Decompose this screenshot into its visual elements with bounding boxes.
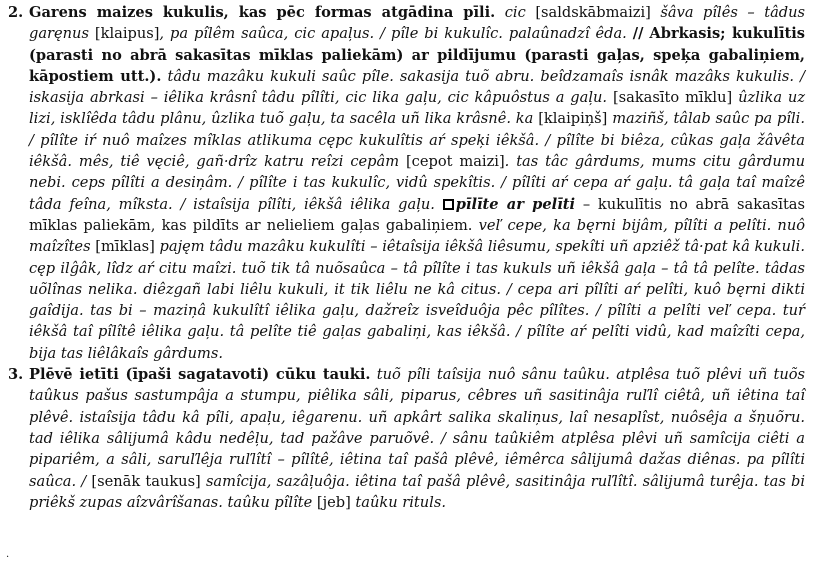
page-footer-mark: .	[6, 549, 10, 560]
gloss-note: [klaipus]	[94, 25, 160, 43]
sense-definition: Garens maizes kukulis, kas pēc formas atgādina pīli.	[29, 4, 496, 21]
example-text: , pa pîlêm saûca, cic apaļus. / pîle bi kukulîc. palaûnadzî êda.	[159, 25, 627, 43]
phrase-definition: – kukulītis no abrā sakasītas mīklas paliekām, kas pildīts ar nelieliem gaļas gabaliņiem.	[29, 195, 805, 234]
example-text: cic	[504, 4, 536, 21]
space	[495, 4, 505, 21]
example-text: ûzlika uz lizi, isklîêda tâdu plânu, ûzlika tuõ gaļu, ta sacêla uñ lika krâsnê. ka	[29, 89, 806, 128]
example-text: taûku rituls.	[350, 493, 446, 511]
space	[435, 196, 443, 213]
gloss-note: [cepot maizi]	[405, 153, 505, 171]
gloss-note: [klaipiņš]	[538, 110, 608, 128]
entry-3	[8, 364, 805, 513]
phrase-headword: pīlīte ar pelīti	[455, 195, 576, 213]
gloss-note: [jeb]	[316, 493, 351, 511]
entry-number: 3.	[8, 366, 24, 384]
phrase-square-icon	[443, 199, 454, 210]
example-text: . tas tâc gârdums, mums citu gârdumu nebi. ceps pîlîti a desiņâm. / pîlîte i tas kukulîc, vidû spekîtis. / pîlîti aŕ cepa aŕ gaļu. tâ gaļa taî maîzê tâda feîna, mîksta. / istaîsija pîlîti, iêkšâ iêlika gaļu.	[29, 153, 805, 213]
example-text: tâdu mazâku kukuli saûc pîle. sakasija tuõ abru. beîdzamaîs isnâk mazâks kukulis. / iskasija abrkasi – iêlika krâsnî tâdu pîlîti, cic lika gaļu, cic kâpuôstus a gaļu.	[29, 67, 806, 107]
entry-2	[8, 2, 805, 364]
example-text: pajęm tâdu mazâku kukulîti – iêtaîsija iêkšâ liêsumu, spekîti uñ apziêž tâ·pat kâ kukuli. cęp ilĝâk, lîdz aŕ citu maîzi. tuõ tik tâ nuõsaûca – tâ pîlîte i tas kukuls uñ iêkšâ gaļa – tâ tâ pelîte. tâdas uõlînas nelika. diêzgañ labi liêlu kukuli, it tik liêlu ne kâ citus. / cepa ari pîlîti aŕ pelîti, kuô bęrni dikti gaîdija. tas bi – maziņâ kukulîtî iêlika gaļu, dažreîz isveîduôja pêc pîlîtes. / pîlîti a pelîti veľ cepa. tuŕ iêkšâ taî pîlîtê iêlika gaļu. tâ pelîte tiê gaļas gabaliņi, kas iêkšâ. / pîlîte aŕ pelîti vidû, kad maîzîti cepa, bija tas liêlâkaîs gârdums.	[29, 238, 805, 362]
example-text: samîcija, sazâļuôja. iêtina taî pašâ plêvê, sasitinâja ruľlîtî. sâlijumâ turêja. tas bi priêkš zupas aîzvârîšanas. taûku pîlîte	[29, 472, 806, 511]
sense-definition: Abrkasis; kukulītis (parasti no abrā sakasītas mīklas paliekām) ar pildījumu (parasti gaļas, speķa gabaliņiem, kāpostiem utt.).	[29, 25, 806, 85]
gloss-note: [sakasīto mīklu]	[612, 89, 733, 107]
example-text: maziñš, tâlab saûc pa pîli. / pîlîte iŕ nuô maîzes mîklas atlikuma cępc kukulîtis aŕ speķi iêkšâ. / pîlîte bi biêza, cûkas gaļa žâvêta iêkšâ. mês, tiê vęciê, gañ·drîz katru reîzi cepâm	[29, 110, 805, 171]
entry-number: 2.	[8, 4, 24, 21]
example-text: šâva pîlês – tâdus garęnus	[29, 4, 806, 43]
sense-separator: //	[632, 25, 644, 43]
gloss-note: [senāk taukus]	[91, 472, 201, 490]
gloss-note: [saldskābmaizi]	[535, 4, 651, 21]
sense-definition: Plēvē ietīti (īpaši sagatavoti) cūku tauki.	[29, 366, 371, 384]
gloss-note: [mīklas]	[95, 238, 155, 256]
example-text: tuõ pîli taîsija nuô sânu taûku. atplêsa tuõ plêvi uñ tuõs taûkus pašus sastumpâja a stumpu, piêlika sâli, piparus, cêbres uñ sasitinâja ruľlî ciêtâ, uñ iêtina taî plêvê. istaîsija tâdu kâ pîli, apaļu, iêgarenu. uñ apkârt salika skaliņus, laî nesaplîst, nuôsêja a šņuõru. tad iêlika sâlijumâ kâdu nedêļu, tad pažâve paruõvê. / sânu taûkiêm atplêsa plêvi uñ samîcija ciêti a pipariêm, a sâli, saruľlêja ruľlîtî – pîlîtê, iêtina taî pašâ plêvê, iêmêrca sâlijumâ dažas diênas. pa pîlîti saûca. /	[29, 366, 805, 490]
example-text: veľ cepe, ka bęrni bijâm, pîlîti a pelîti. nuô maîzîtes	[29, 216, 805, 256]
